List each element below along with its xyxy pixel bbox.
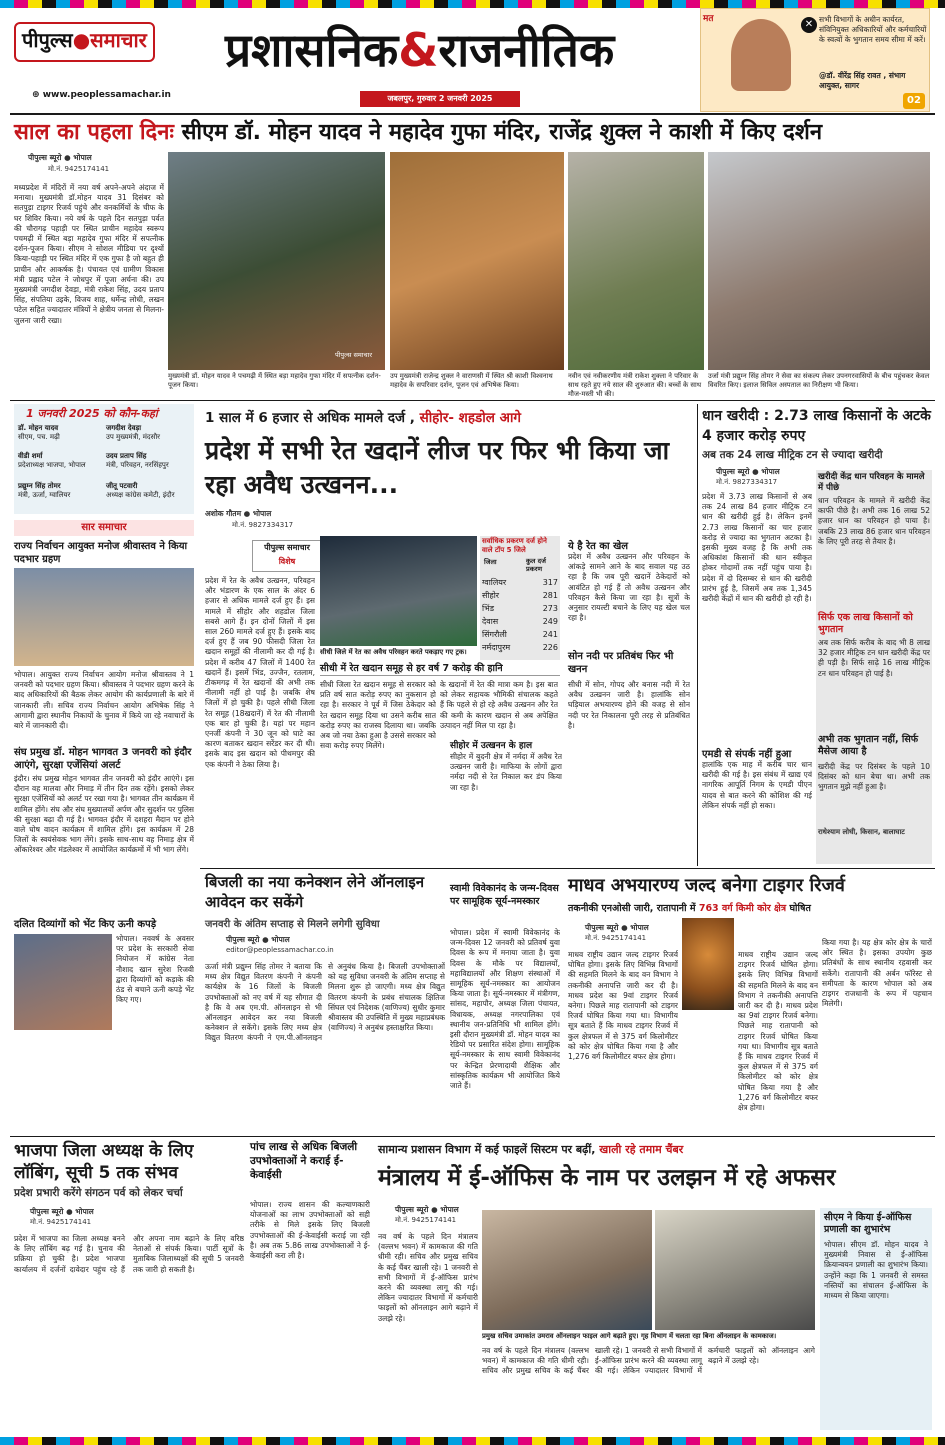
sehore-head: सीहोर में उत्खनन के हाल — [450, 741, 533, 751]
elec-headline: बिजली का नया कनेक्शन लेने ऑनलाइन आवेदन कर सकेंगे — [205, 873, 425, 911]
tiger-sub: तकनीकी एनओसी जारी, रातापानी में 763 वर्ग किमी कोर क्षेत्र घोषित — [568, 903, 811, 914]
saar-item3-head: दलित दिव्यांगों को भेंट किए ऊनी कपड़े — [14, 919, 157, 930]
sand-kicker: 1 साल में 6 हजार से अधिक मामले दर्ज , सीहोर- शहडोल आगे — [205, 410, 521, 426]
rule-after-lead — [10, 400, 935, 401]
elec-byline: पीपुल्स ब्यूरो ● भोपाल — [226, 935, 290, 944]
bjp-headline: भाजपा जिला अध्यक्ष के लिए लॉबिंग, सूची 5 तक संभव — [14, 1141, 194, 1183]
whos-where-box — [14, 404, 194, 514]
paddy-byline: पीपुल्स ब्यूरो ● भोपाल — [716, 467, 780, 476]
globe-icon: ⊕ — [32, 90, 40, 100]
photo-sand-truck — [320, 536, 477, 646]
registration-strip-top — [0, 0, 945, 8]
saar-item1-body: भोपाल। आयुक्त राज्य निर्वाचन आयोग मनोज श्रीवास्तव ने 1 जनवरी को पदभार ग्रहण किया। श्रीवास्तव ने पदभार ग्रहण करने के बाद अधिकारियों की बैठक लेकर आयोग की कार्यप्रणाली के बारे में जानकारी ली। सचिव राज्य निर्वाचन आयोग अभिषेक सिंह ने आगामी द्वारा स्थानीय निकायों के चुनाव में किये जा रहे नवाचारों के बारे में जानकारी दी। — [14, 670, 194, 731]
saar-item1-head: राज्य निर्वाचन आयुक्त मनोज श्रीवास्तव ने किया पदभार ग्रहण — [14, 541, 188, 565]
brand-logo: पीपुल्स●समाचार — [14, 22, 155, 62]
paddy-mobile: मो.नं. 9827334317 — [716, 478, 778, 486]
col-rule-paddy — [697, 404, 698, 866]
sand-caption: सीधी जिले में रेत का अवैध परिवहन करते पकड़ाए गए ट्रक। — [320, 648, 467, 656]
khel-head: ये है रेत का खेल — [568, 541, 629, 552]
x-logo-icon: ✕ — [801, 17, 817, 33]
whos-where-title: 1 जनवरी 2025 को कौन-कहां — [26, 407, 158, 420]
tiger-byline: पीपुल्स ब्यूरो ● भोपाल — [585, 923, 649, 932]
ekyc-headline: पांच लाख से अधिक बिजली उपभोक्ताओं ने कराई ई-केवाईसी — [250, 1141, 358, 1181]
eoffice-mobile: मो.नं. 9425174141 — [395, 1216, 457, 1224]
website-url[interactable]: ⊕ www.peoplessamachar.in — [32, 90, 171, 100]
bjp-byline: पीपुल्स ब्यूरो ● भोपाल — [30, 1207, 94, 1216]
sehore-body: सीहोर में बुदनी क्षेत्र में नर्मदा में अवैध रेत उत्खनन जारी है। माफिया के लोगों द्वारा नर्मदा नदी से रेत निकाल कर डंप किया जा रहा है। — [450, 752, 562, 792]
vivek-headline: स्वामी विवेकानंद के जन्म-दिवस पर सामूहिक सूर्य-नमस्कार — [450, 883, 559, 907]
elec-body: ऊर्जा मंत्री प्रद्युम्न सिंह तोमर ने बताया कि मध्य क्षेत्र विद्युत वितरण कंपनी ने कंपनी कार्यक्षेत्र के 16 जिलों के बिजली उपभोक्ताओं को नए वर्ष में यह सौगात दी है कि वे अब एम.पी. ऑनलाइन से भी ऑनलाइन आवेदन कर नया बिजली कनेक्शन ले सकेंगे। इसके लिए मध्य क्षेत्र विद्युत वितरण कंपनी ने एम.पी.ऑनलाइन से अनुबंध किया है। बिजली उपभोक्ताओं को यह सुविधा जनवरी के अंतिम सप्ताह से मिलना शुरू हो जाएगी। मध्य क्षेत्र विद्युत वितरण कंपनी के प्रबंध संचालक क्षितिज सिंघल एवं निदेशक (वाणिज्य) सुधीर कुमार श्रीवास्तव की उपस्थिति में मुख्य महाप्रबंधक (वाणिज्य) ने अनुबंध हस्ताक्षरित किया। — [205, 962, 445, 1043]
saar-item2-head: संघ प्रमुख डॉ. मोहन भागवत 3 जनवरी को इंदौर आएंगे, सुरक्षा एजेंसियां अलर्ट — [14, 747, 192, 771]
person-6: जीतू पटवारी अध्यक्ष कांग्रेस कमेटी, इंदौर — [106, 482, 175, 499]
elec-mail: editor@peoplessamachar.co.in — [226, 946, 334, 954]
caption-cm: मुख्यमंत्री डॉ. मोहन यादव ने पचमढ़ी में स्थित बड़ा महादेव गुफा मंदिर में सपत्नीक दर्शन-पूजन किया। — [168, 372, 381, 389]
caption-tomar: उर्जा मंत्री प्रद्युम्न सिंह तोमर ने सेवा का संकल्प लेकर उपनगरवासियों के बीच पहुंचकर केवल विवरित किए। इलाज सिविल अस्पताल का निरीक्षण भी किया। — [708, 372, 930, 389]
person-4: उदय प्रताप सिंह मंत्री, परिवहन, नरसिंहपुर — [106, 452, 169, 469]
person-3: वीडी शर्मा प्रदेशाध्यक्ष भाजपा, भोपाल — [18, 452, 86, 469]
table-row: भिंड 273 — [482, 604, 558, 613]
table-col1: जिला — [484, 558, 497, 566]
paddy-side3-author: राधेश्याम लोधी, किसान, बालाघाट — [818, 828, 905, 836]
tiger-headline: माधव अभयारण्य जल्द बनेगा टाइगर रिजर्व — [568, 875, 845, 896]
sand-byline: अशोक गौतम ● भोपाल — [205, 509, 272, 518]
sand-mobile: मो.नं. 9827334317 — [232, 521, 294, 529]
son-head: सोन नदी पर प्रतिबंध फिर भी खनन — [568, 651, 674, 675]
paddy-side3-body: खरीदी केंद्र पर दिसंबर के पहले 10 दिसंबर को धान बेचा था। अभी तक भुगतान मुझे नहीं हुआ है। — [818, 762, 930, 792]
sand-body2: सीधी जिला रेत खदान समूह से सरकार को प्रति वर्ष सात करोड़ रुपए का नुकसान हो रहा है। सरकार ने पूर्व में जिस ठेकेदार को रेत खदान समूह दिया था उसने करीब सात करोड़ रुपए का राजस्व दिलाया था। जबकि अब जो नया ठेका हुआ है उससे सरकार को सवा करोड़ रुपए मिलेंगे। — [320, 680, 436, 751]
vivek-body: भोपाल। प्रदेश में स्वामी विवेकानंद के जन्म-दिवस 12 जनवरी को प्रतिवर्ष युवा दिवस के रूप में मनाया जाता है। युवा दिवस के मौके पर विद्यालयों, महाविद्यालयों और शिक्षण संस्थाओं में सामूहिक सूर्य-नमस्कार का आयोजन किया जाता है। सूर्य-नमस्कार में मंत्रीगण, सांसद, महापौर, अध्यक्ष जिला पंचायत, विधायक, अध्यक्ष नगरपालिका एवं स्थानीय जन-प्रतिनिधि भी शामिल होंगे। इसी दौरान मुख्यमंत्री डॉ. मोहन यादव का रेडियो पर प्रसारित संदेश होगा। सामूहिक सूर्य-नमस्कार के साथ स्वामी विवेकानंद पर केन्द्रित प्रेरणादायी शैक्षिक और सांस्कृतिक कार्यक्रम भी आयोजित किये जाते हैं। — [450, 928, 560, 1091]
masthead-rule — [10, 113, 935, 115]
paddy-mp-body: हालांकि एक माह में करीब चार धान खरीदी की गई है। इस संबंध में खाद्य एवं नागरिक आपूर्ति निगम के एमडी पीएन यादव से बात करने की कोशिश की गई लेकिन संपर्क नहीं हो सका। — [702, 760, 812, 810]
table-row: सिंगरौली 241 — [482, 630, 558, 639]
lead-headline: साल का पहला दिनः सीएम डॉ. मोहन यादव ने महादेव गुफा मंदिर, राजेंद्र शुक्ल ने काशी में किए दर्शन — [14, 120, 823, 145]
avatar — [731, 19, 791, 91]
paddy-body: प्रदेश में 3.73 लाख किसानों से अब तक 24 लाख 84 हजार मीट्रिक टन धान की खरीदी हुई है। लेकिन इनमें 2.73 लाख किसानों का चार हजार करोड़ से ज्यादा का भुगतान अटका है। इसकी मुख्य वजह है कि अभी तक अधिकांश किसानों की धान स्वीकृत होकर गोदामों तक नहीं पहुंच पाया है। प्रदेश में दो दिसम्बर से धान की खरीदी प्रारंभ हुई है, जिसमें अब तक 1,345 खरीदी केंद्रों में धान की खरीदी हो रही है। — [702, 492, 812, 604]
eoffice-side-body: भोपाल। सीएम डॉ. मोहन यादव ने मुख्यमंत्री निवास से ई-ऑफिस क्रियान्वयन प्रणाली का शुभारंभ किया। उन्होंने कहा कि 1 जनवरी से समस्त नस्तियों का संचालन ई-ऑफिस के माध्यम से किया जाएगा। — [824, 1240, 928, 1301]
photo-eoffice-1 — [482, 1210, 652, 1330]
quote-box — [700, 8, 930, 112]
saar-item2-body: इंदौर। संघ प्रमुख मोहन भागवत तीन जनवरी को इंदौर आएंगे। इस दौरान वह मालवा और निमाड़ में तीन दिन तक रहेंगे। इसको लेकर सुरक्षा एजेंसियों को अलर्ट पर रखा गया है। भागवत तीन कार्यक्रम में शामिल होंगे। संघ और संघ मुख्यालयों अर्पण और सुदर्शन पर पुलिस की सुरक्षा बढ़ा दी गई है। भागवत इंदौर में दशहरा मैदान पर होने वाले घोष वादन कार्यक्रम में शामिल होंगे। इस कार्यक्रम में 28 जिलों के स्वयंसेवक भाग लेंगे। इसके साथ-साथ वह निमाड़ क्षेत्र में ओंकारेश्वर और मंडलेश्वर में आयोजित कार्यक्रमों में भी भाग लेंगे। — [14, 774, 194, 855]
rule-bottom — [10, 1136, 935, 1137]
person-2: जगदीश देवड़ा उप मुख्यमंत्री, मंदसौर — [106, 424, 161, 441]
photo-election — [14, 568, 194, 666]
bjp-mobile: मो.नं. 9425174141 — [30, 1218, 92, 1226]
lead-mobile: मो.नं. 9425174141 — [48, 165, 110, 173]
table-row: सीहोर 281 — [482, 591, 558, 600]
sand-headline: प्रदेश में सभी रेत खदानें लीज पर फिर भी किया जा रहा अवैध उत्खनन... — [205, 436, 670, 499]
eoffice-side-head: सीएम ने किया ई-ऑफिस प्रणाली का शुभारंभ — [824, 1212, 912, 1235]
paddy-side1-head: खरीदी केंद्र धान परिवहन के मामले में पीछे — [818, 472, 925, 493]
sand-body1: प्रदेश में रेत के अवैध उत्खनन, परिवहन और भंडारण के एक साल के अंदर 6 हजार से अधिक मामले दर्ज हुए हैं। इस मामले में सीहोर और शहडोल जिला सबसे आगे हैं। इन दोनों जिलों में इस साल 260 मामले दर्ज हुए हैं। इसके बाद दर्ज हुए हैं जब 90 फीसदी जिला रेत खदान समूहों की नीलामी कर दी गई है। प्रदेश में करीब 47 जिलों में 1400 रेत खदानें हैं। इसमें भिंड, उज्जैन, रतलाम, टीकमगढ़ में रेत खदानों की अभी तक नीलामी नहीं हो पाई है। जबकि शेष जिलों में हो चुकी है। पहले सीधी जिला रेत समूह (18खदानें) में रेत की नीलामी एक बार हो चुकी है। यहां पर महान एनर्जी कंपनी ने 30 जून को घाटे का कारण बताकर खदान सरेंडर कर दी थी। इसके बाद इस खदान को पीथमपुर की एक कंपनी ने ठेका लिया है। — [205, 576, 315, 769]
table-row: नर्मदापुरम 226 — [482, 643, 558, 652]
ekyc-body: भोपाल। राज्य शासन की कल्याणकारी योजनाओं का लाभ उपभोक्ताओं को सही तरीके से मिले इसके लिए बिजली उपभोक्ताओं की ई-केवाईसी कराई जा रही है। अब तक 5.86 लाख उपभोक्ताओं ने ई-केवाईसी करा ली है। — [250, 1200, 370, 1261]
saar-item3-body: भोपाल। नववर्ष के अवसर पर प्रदेश के सरकारी सेवा नियोजन में कांग्रेस नेता नौशाद खान सुरेश रिजवी द्वारा दिव्यांगों को कड़ाके की ठंड से बचाने ऊनी कपड़े भेंट किए गए। — [116, 934, 194, 1005]
caption-shukla: उप मुख्यमंत्री राजेन्द्र शुक्ल ने वाराणसी में स्थित श्री काशी विश्वनाथ महादेव के सपरिवार दर्शन, पूजन एवं अभिषेक किया। — [390, 372, 553, 389]
section-title: प्रशासनिक&राजनीतिक — [225, 23, 615, 77]
photo-eoffice-2 — [655, 1210, 815, 1330]
sand-body3: के खदानों में रेत की मात्रा कम है। इस बात को लेकर सहायक भौमिकी संचालक कहते हैं कि पहले से हो रहे अवैध उत्खनन और रेत की कमी के कारण खदान से अब अपेक्षित उत्पादन नहीं मिल पा रहा है। — [440, 680, 558, 730]
eoffice-byline: पीपुल्स ब्यूरो ● भोपाल — [395, 1205, 459, 1214]
eoffice-body-cont: नव वर्ष के पहले दिन मंत्रालय (वल्लभ भवन) में कामकाज की गति धीमी रही। सचिव और प्रमुख सचिव के कई चैंबर खाली रहे। 1 जनवरी से सभी विभागों में ई-ऑफिस प्रारंभ करने की व्यवस्था लागू की गई। लेकिन ज्यादातर विभागों में कर्मचारी फाइलों को ऑनलाइन आगे बढ़ाने में उलझे रहे। — [482, 1346, 815, 1376]
paddy-side3-head: अभी तक भुगतान नहीं, सिर्फ मैसेज आया है — [818, 734, 919, 757]
photo-tiger — [682, 918, 734, 1010]
paddy-headline: धान खरीदी : 2.73 लाख किसानों के अटके 4 हजार करोड़ रुपए — [702, 408, 931, 444]
photo-credit: पीपुल्स समाचार — [335, 351, 372, 359]
elec-sub: जनवरी के अंतिम सप्ताह से मिलने लगेगी सुविधा — [205, 919, 380, 930]
page-number: 02 — [903, 93, 925, 109]
table-row: ग्वालियर 317 — [482, 578, 558, 587]
lead-byline: पीपुल्स ब्यूरो ● भोपाल — [28, 153, 92, 162]
eoffice-kicker: सामान्य प्रशासन विभाग में कई फाइलें सिस्टम पर बढ़ीं, खाली रहे तमाम चैंबर — [378, 1143, 684, 1156]
paddy-side2-head: सिर्फ एक लाख किसानों को भुगतान — [818, 612, 913, 635]
person-5: प्रद्युम्न सिंह तोमर मंत्री, ऊर्जा, ग्वालियर — [18, 482, 71, 499]
table-rows — [482, 576, 558, 654]
eoffice-caption: प्रमुख सचिव उमाकांत उमराव ऑनलाइन फाइल आगे बढ़ाते हुए। गृह विभाग में चलता रहा बिना ऑनलाइन के कामकाज। — [482, 1332, 777, 1340]
quote-text: सभी विभागों के अधीन कार्यरत, संविनियुक्त अधिकारियों और कर्मचारियों के स्वत्वों के भुगतान समय सीमा में करें। — [819, 15, 927, 44]
eoffice-headline: मंत्रालय में ई-ऑफिस के नाम पर उलझन में रहे अफसर — [378, 1165, 836, 1191]
table-row: देवास 249 — [482, 617, 558, 626]
caption-rakesh: नवीन एवं नवीकरणीय मंत्री राकेश शुक्ला ने परिवार के साथ रहते हुए नये साल की शुरुआत की। बच्चों के साथ मौज-मस्ती भी की। — [568, 372, 702, 398]
photo-rakesh — [568, 152, 704, 370]
khel-body: प्रदेश में अवैध उत्खनन और परिवहन के आंकड़े सामने आने के बाद सवाल यह उठ रहा है कि जब पूरी खदानें ठेकेदारों को आवंटित हो गई हैं तो अवैध उत्खनन और परिवहन कैसे किया जा रहा है। सूत्रों के अनुसार रायल्टी बचाने के लिए यह खेल चल रहा है। — [568, 552, 690, 623]
special-badge: पीपुल्स समाचार विशेष — [252, 540, 322, 572]
bjp-body: प्रदेश में भाजपा का जिला अध्यक्ष बनने के लिए लॉबिंग बढ़ गई है। चुनाव की प्रक्रिया हो चुकी है। प्रदेश भाजपा कार्यालय में दर्जनों दावेदार पहुंच रहे हैं और अपना नाम बढ़ाने के लिए वरिष्ठ नेताओं से संपर्क किया। पार्टी सूत्रों के मुताबिक जिलाध्यक्षों की सूची 5 जनवरी तक जारी हो सकती है। — [14, 1234, 244, 1274]
photo-blankets — [14, 934, 112, 1030]
registration-strip-bottom — [0, 1437, 945, 1445]
rule-mid — [200, 868, 935, 869]
table-title: सर्वाधिक प्रकरण दर्ज होने वाले टॉप 5 जिले — [482, 537, 547, 554]
tiger-mobile: मो.नं. 9425174141 — [585, 934, 647, 942]
person-1: डॉ. मोहन यादव सीएम, पच. मढ़ी — [18, 424, 60, 441]
top-districts-table — [480, 536, 560, 660]
paddy-sub: अब तक 24 लाख मीट्रिक टन से ज्यादा खरीदी — [702, 449, 883, 461]
photo-tomar — [708, 152, 930, 370]
photo-cm — [168, 152, 385, 370]
paddy-side2-body: अब तक सिर्फ करीब के बाद भी 8 लाख 32 हजार मीट्रिक टन धान खरीदी केंद्र पर ही पड़ी है। सिर्फ साढ़े 16 लाख मीट्रिक टन धान परिवहन हो पाई है। — [818, 638, 930, 678]
sand-box-head: सीधी में रेत खदान समूह से हर वर्ष 7 करोड़ की हानि — [320, 662, 560, 676]
paddy-side1-body: धान परिवहन के मामले में खरीदी केंद्र काफी पीछे है। अभी तक 16 लाख 52 हजार धान का परिवहन हो पाया है। जबकि 23 लाख 86 हजार धान परिवहन के लिए पूरी तरह से तैयार है। — [818, 496, 930, 546]
saar-title: सार समाचार — [14, 520, 194, 536]
tiger-body: माधव राष्ट्रीय उद्यान जल्द टाइगर रिजर्व घोषित होगा। इसके लिए विभिन्न विभागों की सहमति मिलने के बाद वन विभाग ने तकनीकी अनापत्ति जारी कर दी है। माधव प्रदेश का 9वां टाइगर रिजर्व बनेगा। पिछले माह रातापानी को टाइगर रिजर्व घोषित किया गया था। विभागीय सूत्र बताते हैं कि माधव टाइगर रिजर्व में कुल क्षेत्रफल में से 375 वर्ग किलोमीटर को कोर क्षेत्र घोषित किया गया है और 1,276 वर्ग किलोमीटर बफर क्षेत्र होगा। — [568, 950, 678, 1062]
photo-shukla — [390, 152, 564, 370]
tiger-body-cont: माधव राष्ट्रीय उद्यान जल्द टाइगर रिजर्व घोषित होगा। इसके लिए विभिन्न विभागों की सहमति मिलने के बाद वन विभाग ने तकनीकी अनापत्ति जारी कर दी है। माधव प्रदेश का 9वां टाइगर रिजर्व बनेगा। पिछले माह रातापानी को टाइगर रिजर्व घोषित किया गया था। विभागीय सूत्र बताते हैं कि माधव टाइगर रिजर्व में कुल क्षेत्रफल में से 375 वर्ग किलोमीटर को कोर क्षेत्र घोषित किया गया है और 1,276 वर्ग किलोमीटर बफर क्षेत्र होगा। — [738, 950, 818, 1113]
quote-author: @डॉ. वीरेंद्र सिंह रावत , संभाग आयुक्त, सागर — [819, 71, 906, 90]
table-col2: कुल दर्ज प्रकरण — [526, 557, 546, 573]
dateline: जबलपुर, गुरुवार 2 जनवरी 2025 — [360, 91, 520, 107]
bjp-sub: प्रदेश प्रभारी करेंगे संगठन पर्व को लेकर चर्चा — [14, 1187, 183, 1199]
quote-tag: मत — [703, 14, 714, 24]
paddy-mp-head: एमडी से संपर्क नहीं हुआ — [702, 749, 792, 760]
lead-body: मध्यप्रदेश में मंदिरों में नया वर्ष अपने-अपने अंदाज में मनाया। मुख्यमंत्री डॉ.मोहन यादव 31 दिसंबर को सतपुड़ा टाइगर रिजर्व पहुंचे और वनकर्मियों के चीफ के घर शिविर किया। नये वर्ष के पहले दिन सतपुड़ा पर्वत की चौरागढ़ पहाड़ी पर स्थित प्राचीन महादेव स्वरूप पचमढ़ी में स्थित बड़ा महादेव गुफा मंदिर में सपत्नीक दर्शन-पूजन किया। सीएम ने सोशल मीडिया पर दृश्यों किया-पहाड़ी पर स्थित मंदिर में एक गुफा है जो बहुत ही प्राचीन और आकर्षक है। पंचायत एवं ग्रामीण विकास मंत्री प्रह्लाद पटेल ने जोधपुर में पूजा अर्चना की। उप मुख्यमंत्री जगदीश देवड़ा, मंत्री राकेश सिंह, उदय प्रताप सिंह, संपतिया उइके, विजय शाह, धर्मेन्द्र लोधी, लखन पटेल सहित ज्यादातर मंत्रियों ने क्षेत्रीय जनता से मिलना-जुलना जारी रखा। — [14, 183, 164, 325]
tiger-body2: किया गया है। यह क्षेत्र कोर क्षेत्र के चारों ओर स्थित है। इसका उपयोग कुछ प्रतिबंधों के साथ स्थानीय रहवासी कर सकेंगे। रातापानी की अर्बन फॉरेस्ट से समीपता के कारण भोपाल को अब टाइगर राजधानी के रूप में पहचान मिलेगी। — [822, 938, 932, 1009]
son-body: सीधी में सोन, गोपद और बनास नदी में रेत अवैध उत्खनन जारी है। हालांकि सोन घड़ियाल अभयारण्य होने की वजह से सोन नदी पर रेत निकालना पूरी तरह से प्रतिबंधित है। — [568, 680, 690, 730]
eoffice-body: नव वर्ष के पहले दिन मंत्रालय (वल्लभ भवन) में कामकाज की गति धीमी रही। सचिव और प्रमुख सचिव के कई चैंबर खाली रहे। 1 जनवरी से सभी विभागों में ई-ऑफिस प्रारंभ करने की व्यवस्था लागू की गई। लेकिन ज्यादातर विभागों में कर्मचारी फाइलों को ऑनलाइन आगे बढ़ाने में उलझे रहे। — [378, 1232, 478, 1323]
